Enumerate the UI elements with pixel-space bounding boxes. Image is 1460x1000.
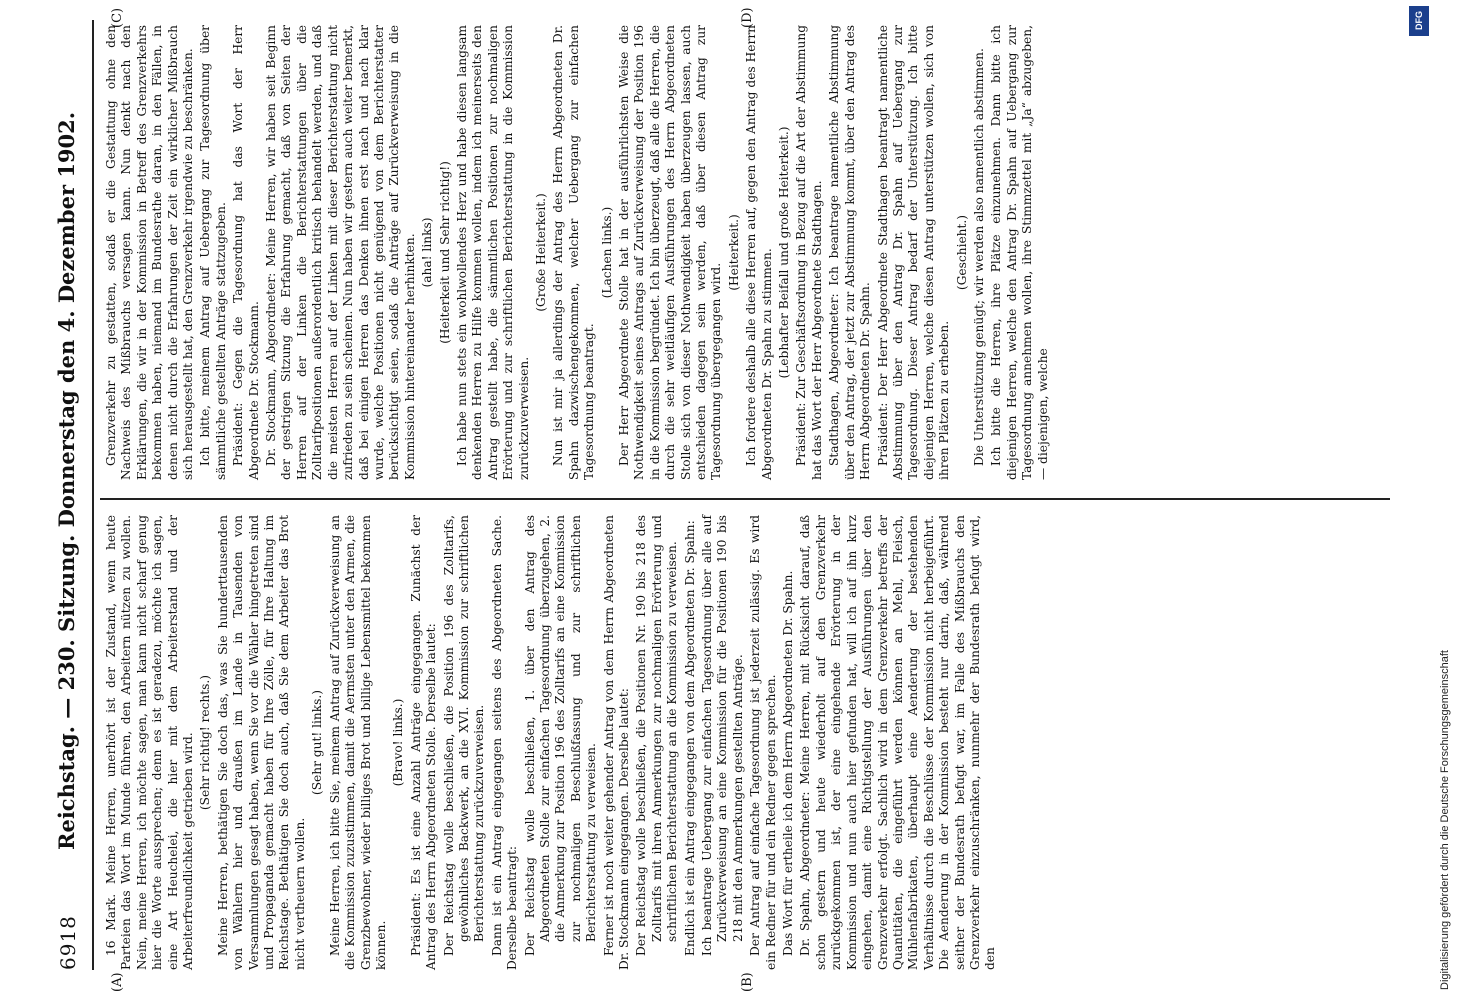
paragraph: Ich bitte die Herren, ihre Plätze einzunehmen. Dann bitte ich diejenigen Herren, welche den Antrag Dr. Spahn auf Uebergang zur Tagesordnung annehmen wollen, ihre Stimmzettel mit „Ja“ abzugeben, — diejenigen, welche — [989, 25, 1050, 480]
right-column — [104, 25, 1374, 480]
interjection: (Lebhafter Beifall und große Heiterkeit.) — [777, 126, 792, 379]
header-rule — [92, 20, 94, 970]
paragraph: Ferner ist noch weiter gehender Antrag von dem Herrn Abgeordneten Dr. Stockmann eingegangen. Derselbe lautet: — [601, 515, 631, 970]
digitization-stamp — [1400, 0, 1451, 1000]
paragraph: Dr. Spahn, Abgeordneter: Meine Herren, mit Rücksicht darauf, daß schon gestern und heute wiederholt auf den Grenzverkehr zurückgekommen ist, der eine eingehende Erörterung in der Kommission und nun auch hier gefunden hat, will ich auf ihn kurz eingehen, damit eine Richtigstellung der Ausführungen über den Grenzverkehr erfolgt. Sachlich wird in dem Grenzverkehr betreffs der Quantitäten, die eingeführt werden können an Mehl, Fleisch, Mühlenfabrikaten, überhaupt eine Aenderung der bestehenden Verhältnisse durch die Beschlüsse der Kommission nicht herbeigeführt. Die Aenderung in der Kommission besteht nur darin, daß, während seither der Bundesrath befugt war, im Falle des Mißbrauchs den Grenzverkehr einzuschränken, nunmehr der Bundesrath befugt wird, den — [798, 515, 998, 970]
paragraph: Der Antrag auf einfache Tagesordnung ist jederzeit zulässig. Es wird ein Redner für und ein Redner gegen sprechen. — [748, 515, 778, 970]
paragraph: Präsident: Gegen die Tagesordnung hat das Wort der Herr Abgeordnete Dr. Stockmann. — [231, 25, 261, 480]
column-divider — [100, 498, 1390, 500]
motion-text: Der Reichstag wolle beschließen, die Positionen Nr. 190 bis 218 des Zolltarifs mit ihren Anmerkungen zur nochmaligen Erörterung und schriftlichen Berichterstattung an die Kommission zu verweisen. — [634, 515, 680, 956]
interjection: (Sehr richtig! rechts.) — [198, 674, 213, 811]
motion-text: Der Reichstag wolle beschließen, die Position 196 des Zolltarifs, gewöhnliches Backwerk, an die XVI. Kommission zur schriftlichen Berichterstattung zurückzuverweisen. — [441, 515, 487, 956]
paragraph: Ich habe nun stets ein wohlwollendes Herz und habe diesen langsam denkenden Herren zu Hilfe kommen wollen, indem ich meinerseits den Antrag gestellt habe, die sämmtlichen Positionen zur nochmaligen Erörterung und zur schriftlichen Berichterstattung in die Kommission zurückzuverweisen. — [454, 25, 531, 480]
interjection: (Geschieht.) — [954, 214, 969, 291]
left-column — [104, 515, 1374, 970]
interjection: (Große Heiterkeit.) — [533, 193, 548, 312]
paragraph: Dr. Stockmann, Abgeordneter: Meine Herren, wir haben seit Beginn der gestrigen Sitzung die Erfahrung gemacht, daß von Seiten der Herren auf der Linken die Berichterstattungen über die Zolltarifpositionen außerordentlich kritisch behandelt werden, und daß die meisten Herren auf der Linken mit dieser Berichterstattung nicht zufrieden zu sein scheinen. Nun haben wir gestern auch weiter bemerkt, daß bei einigen Herren das Denken ihnen erst nach und nach klar wurde, welche Positionen nicht genügend von dem Berichterstatter berücksichtigt seien, sodaß die Anträge auf Zurückverweisung in die Kommission hintereinander herhinkten. — [264, 25, 417, 480]
paragraph: Präsident: Es ist eine Anzahl Anträge eingegangen. Zunächst der Antrag des Herrn Abgeordneten Stolle. Derselbe lautet: — [408, 515, 439, 970]
dfg-logo-badge: DFG — [1409, 6, 1429, 36]
interjection: (Bravo! links.) — [391, 698, 406, 787]
stamp-text: Digitalisierung gefördert durch die Deutsche Forschungsgemeinschaft — [1439, 650, 1451, 990]
paragraph: Stadthagen, Abgeordneter: Ich beantrage namentliche Abstimmung über den Antrag, der jetzt zur Abstimmung kommt, über den Antrag des Herrn Abgeordneten Dr. Spahn. — [827, 25, 873, 480]
paragraph: Grenzverkehr zu gestatten, sodaß er die Gestattung ohne den Nachweis des Mißbrauchs versagen kann. Nun denkt nach den Erklärungen, die wir in der Kommission in Betreff des Grenzverkehrs bekommen haben, niemand im Bundesrathe daran, in den Fällen, in denen nicht durch die Erfahrungen der Zeit ein wirklicher Mißbrauch sich herausgestellt hat, den Grenzverkehr irgendwie zu beschränken. — [104, 25, 196, 480]
paragraph: Nun ist mir ja allerdings der Antrag des Herrn Abgeordneten Dr. Spahn dazwischengekommen, welcher Uebergang zur einfachen Tagesordnung beantragt. — [551, 25, 597, 480]
paragraph: Das Wort für ertheile ich dem Herrn Abgeordneten Dr. Spahn. — [781, 570, 796, 956]
margin-mark-a: (A) — [110, 972, 125, 992]
margin-mark-c: (C) — [110, 7, 125, 28]
paragraph: Endlich ist ein Antrag eingegangen von dem Abgeordneten Dr. Spahn: — [682, 520, 697, 956]
interjection: (Lachen links.) — [599, 206, 614, 299]
page-title: Reichstag. — 230. Sitzung. Donnerstag den 4. Dezember 1902. — [54, 111, 79, 850]
interjection: (Sehr gut! links.) — [310, 689, 325, 796]
paragraph: Meine Herren, ich bitte Sie, meinem Antrag auf Zurückverweisung an die Kommission zuzustimmen, damit die Aermsten unter den Armen, die Grenzbewohner, wieder billiges Brot und billige Lebensmittel bekommen können. — [327, 515, 388, 970]
paragraph: Präsident: Der Herr Abgeordnete Stadthagen beantragt namentliche Abstimmung über den Antrag Dr. Spahn auf Uebergang zur Tagesordnung. Dieser Antrag bedarf der Unterstützung. Ich bitte diejenigen Herren, welche diesen Antrag unterstützen wollen, sich von ihren Plätzen zu erheben. — [875, 25, 952, 480]
paragraph: Meine Herren, bethätigen Sie doch das, was Sie hunderttausenden von Wählern hier und draußen im Lande in Tausenden von Versammlungen gesagt haben, wenn Sie vor die Wähler hingetreten sind und Propaganda gemacht haben für Ihre Zölle, für Ihre Haltung im Reichstage. Bethätigen Sie doch auch, daß Sie dem Arbeiter das Brot nicht vertheuern wollen. — [215, 515, 307, 970]
paragraph: Dann ist ein Antrag eingegangen seitens des Abgeordneten Sache. Derselbe beantragt: — [489, 515, 520, 970]
page-header — [50, 30, 90, 970]
interjection: (Heiterkeit und Sehr richtig!) — [437, 161, 452, 344]
margin-mark-b: (B) — [740, 972, 755, 992]
margin-mark-d: (D) — [740, 7, 755, 28]
paragraph: Die Unterstützung genügt; wir werden also namentlich abstimmen. — [971, 48, 986, 466]
paragraph: Ich bitte, meinem Antrag auf Uebergang zur Tagesordnung über sämmtliche gestellten Anträge stattzugeben. — [198, 25, 228, 480]
interjection: (Heiterkeit.) — [726, 214, 741, 291]
rotated-document-page — [20, 0, 1400, 1000]
paragraph: Der Herr Abgeordnete Stolle hat in der ausführlichsten Weise die Nothwendigkeit seines Antrags auf Zurückverweisung der Position 196 in die Kommission begründet. Ich bin überzeugt, daß alle die Herren, die durch die sehr weitläufigen Ausführungen des Herrn Abgeordneten Stolle sich von dieser Nothwendigkeit haben überzeugen lassen, auch entschieden dagegen sein werden, daß über diesen Antrag zur Tagesordnung übergegangen wird. — [617, 25, 724, 480]
paragraph: 16 Mark. Meine Herren, unerhört ist der Zustand, wenn heute Parteien das Wort im Munde führen, den Arbeitern nützen zu wollen. Nein, meine Herren, ich möchte sagen, man kann nicht scharf genug hier die Worte aussprechen; denn es ist geradezu, möchte ich sagen, eine Art Heuchelei, die hier mit dem Arbeiterstand und der Arbeiterfreundlichkeit getrieben wird. — [104, 515, 196, 970]
paragraph: Präsident: Zur Geschäftsordnung in Bezug auf die Art der Abstimmung hat das Wort der Herr Abgeordnete Stadthagen. — [794, 25, 824, 480]
motion-text: Der Reichstag wolle beschließen, 1. über den Antrag des Abgeordneten Stolle zur einfachen Tagesordnung überzugehen, 2. die Anmerkung zur Position 196 des Zolltarifs an eine Kommission zur nochmaligen Beschlußfassung und zur schriftlichen Berichterstattung zu verweisen. — [522, 515, 599, 956]
paragraph: Ich fordere deshalb alle diese Herren auf, gegen den Antrag des Herrn Abgeordneten Dr. Spahn zu stimmen. — [744, 25, 774, 480]
interjection: (aha! links) — [420, 217, 435, 288]
motion-text: Ich beantrage Uebergang zur einfachen Tagesordnung über alle auf Zurückverweisung an eine Kommission für die Positionen 190 bis 218 mit den Anmerkungen gestellten Anträge. — [700, 515, 745, 956]
page-number: 6918 — [56, 915, 80, 970]
